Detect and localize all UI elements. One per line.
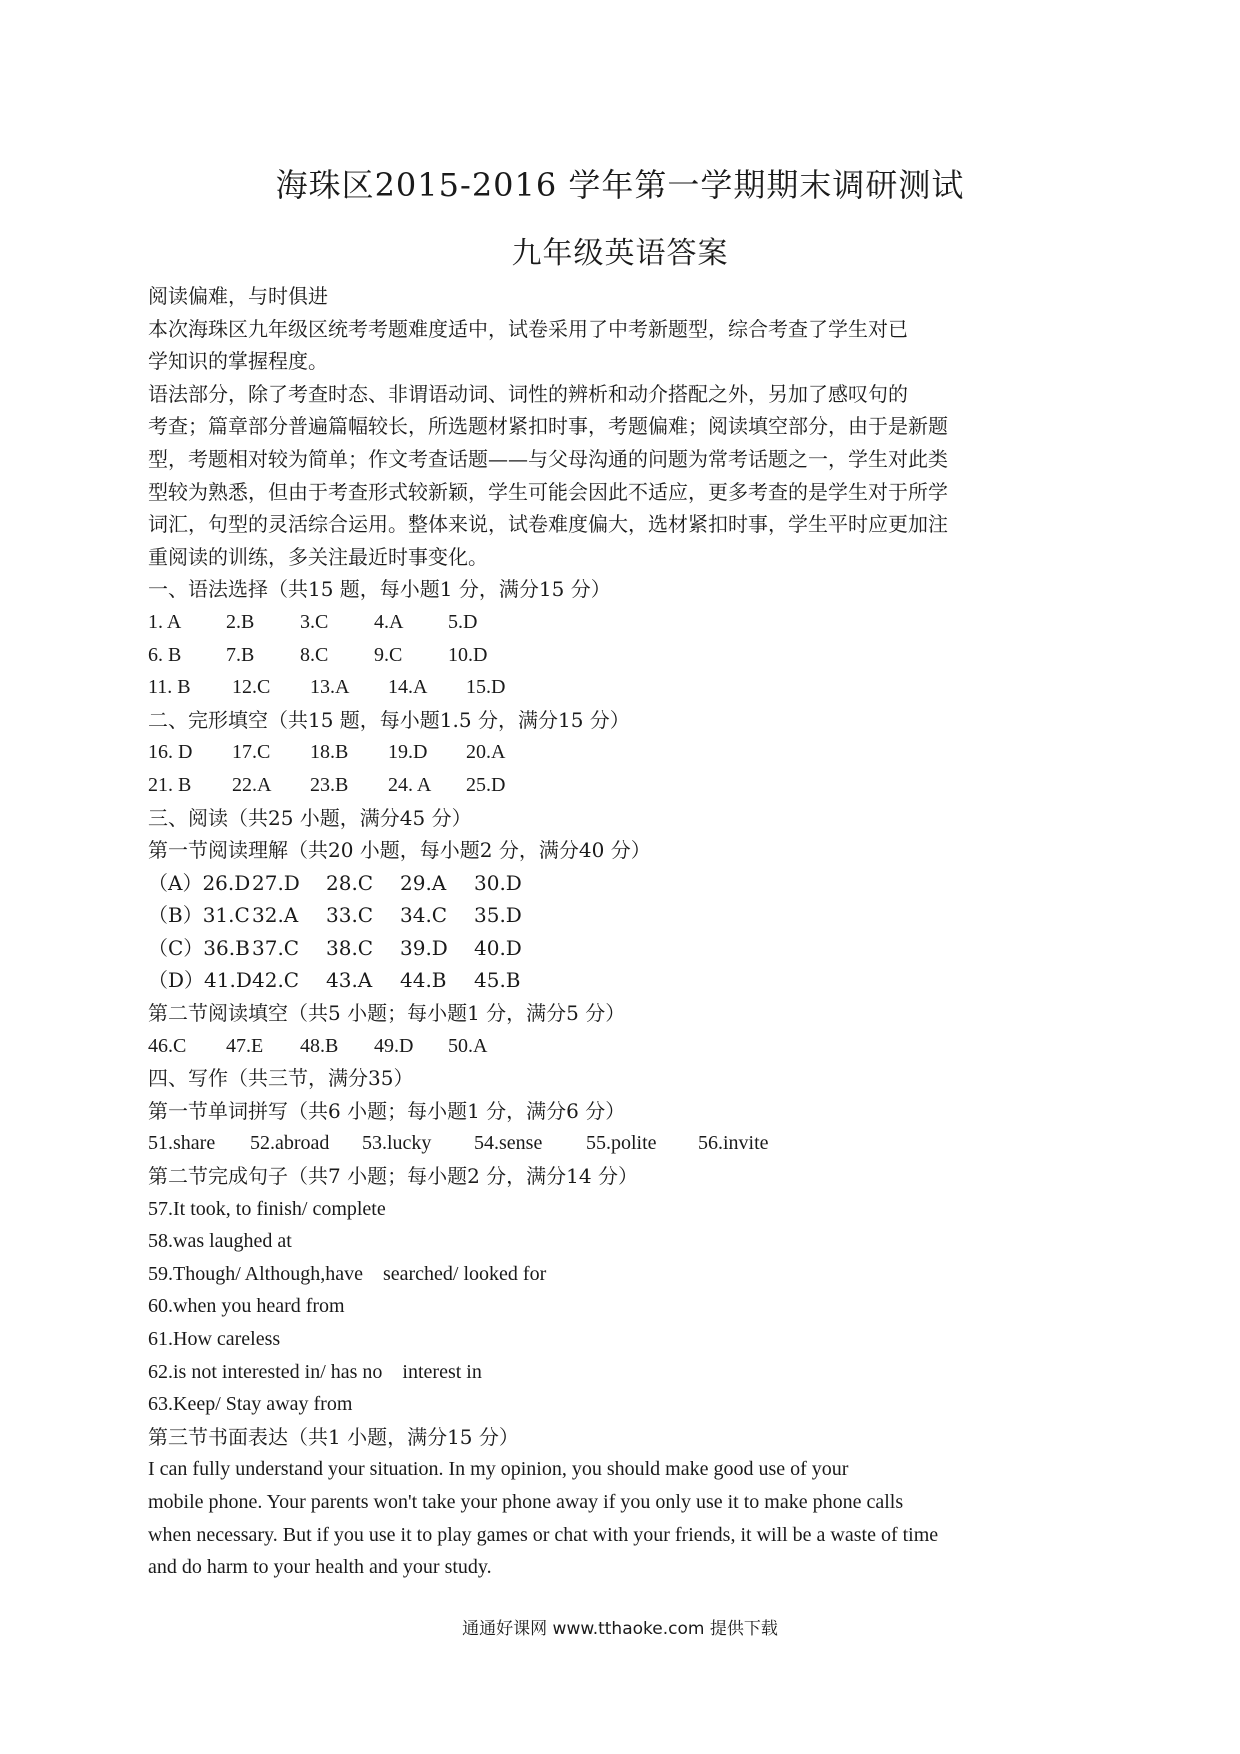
- intro-p1-line: 学知识的掌握程度。: [148, 349, 328, 374]
- sentence-answer: 61.How careless: [148, 1328, 281, 1350]
- answer: 21. B: [148, 773, 192, 796]
- answer: 29.A: [400, 870, 447, 895]
- answer: 52.abroad: [250, 1132, 330, 1155]
- essay-line: mobile phone. Your parents won't take your phone away if you only use it to make phone calls: [148, 1490, 904, 1513]
- answer: 56.invite: [698, 1132, 769, 1155]
- answer: 20.A: [466, 741, 506, 764]
- answer: 22.A: [232, 773, 272, 796]
- intro-heading: 阅读偏难，与时俱进: [148, 284, 328, 308]
- answer-row: [148, 736, 1088, 769]
- answer: 14.A: [388, 676, 428, 699]
- answer-row: [148, 899, 1088, 932]
- answer: 3.C: [300, 610, 329, 633]
- section2-heading: 二、完形填空（共15 题，每小题1.5 分，满分15 分）: [148, 707, 630, 732]
- intro-p1-line: 本次海珠区九年级区统考考题难度适中，试卷采用了中考新题型，综合考查了学生对已: [148, 316, 908, 341]
- answer: 50.A: [448, 1034, 488, 1057]
- answer: 53.lucky: [362, 1132, 432, 1155]
- answer: 44.B: [400, 968, 447, 993]
- answer-row: [148, 1030, 1088, 1063]
- answer: 19.D: [388, 741, 428, 764]
- sentence-answer: 63.Keep/ Stay away from: [148, 1393, 353, 1416]
- answer-row: [148, 964, 1088, 997]
- intro-p2-line: 语法部分，除了考查时态、非谓语动词、词性的辨析和动介搭配之外，另加了感叹句的: [148, 381, 908, 406]
- answer: 42.C: [252, 968, 300, 993]
- answer: 1. A: [148, 610, 182, 633]
- answer: 8.C: [300, 643, 329, 666]
- essay-line: when necessary. But if you use it to play games or chat with your friends, it will be a waste of time: [148, 1523, 939, 1546]
- sentence-answer: 59.Though/ Although,have searched/ looked for: [148, 1262, 547, 1285]
- sentence-answer: 62.is not interested in/ has no interest in: [148, 1360, 482, 1383]
- section3-heading: 三、阅读（共25 小题，满分45 分）: [148, 805, 472, 830]
- answer: 47.E: [226, 1034, 264, 1057]
- section4-heading: 四、写作（共三节，满分35）: [148, 1066, 414, 1091]
- answer-content: [148, 280, 1088, 1584]
- answer: 45.B: [474, 968, 521, 993]
- answer: 17.C: [232, 741, 271, 764]
- answer: 38.C: [326, 935, 374, 960]
- answer: 33.C: [326, 903, 374, 928]
- answer: 6. B: [148, 643, 182, 666]
- answer: 12.C: [232, 676, 271, 699]
- answer: 54.sense: [474, 1132, 543, 1155]
- document-title: 海珠区2015-2016 学年第一学期期末调研测试: [275, 166, 965, 204]
- answer: 51.share: [148, 1132, 216, 1155]
- answer: 46.C: [148, 1034, 187, 1057]
- sentence-answer: 58.was laughed at: [148, 1230, 292, 1253]
- intro-p2-line: 重阅读的训练，多关注最近时事变化。: [148, 544, 488, 569]
- sentence-answer: 60.when you heard from: [148, 1295, 345, 1318]
- answer-row: [148, 932, 1088, 965]
- answer: 16. D: [148, 741, 193, 764]
- answer: 40.D: [474, 935, 522, 960]
- answer: 23.B: [310, 773, 349, 796]
- answer-row: [148, 606, 1088, 639]
- answer: 28.C: [326, 870, 374, 895]
- answer: 2.B: [226, 610, 255, 633]
- answer-row: [148, 1127, 1088, 1160]
- answer: （A）26.D: [148, 870, 251, 895]
- section1-heading: 一、语法选择（共15 题，每小题1 分，满分15 分）: [148, 577, 611, 602]
- answer: （B）31.C: [148, 903, 250, 928]
- sentence-answer: 57.It took, to finish/ complete: [148, 1197, 386, 1220]
- answer: 7.B: [226, 643, 255, 666]
- answer-row: [148, 769, 1088, 802]
- essay-line: and do harm to your health and your study.: [148, 1556, 492, 1579]
- intro-p2-line: 型，考题相对较为简单；作文考查话题——与父母沟通的问题为常考话题之一，学生对此类: [148, 446, 948, 471]
- answer-row: [148, 639, 1088, 672]
- answer: 25.D: [466, 773, 506, 796]
- answer: 27.D: [252, 870, 300, 895]
- answer: 18.B: [310, 741, 349, 764]
- answer: 11. B: [148, 676, 191, 699]
- footer-credit: 通通好课网 www.tthaoke.com 提供下载: [462, 1619, 778, 1639]
- answer: 13.A: [310, 676, 350, 699]
- answer: 48.B: [300, 1034, 339, 1057]
- answer: 15.D: [466, 676, 506, 699]
- answer: 37.C: [252, 935, 300, 960]
- answer: （C）36.B: [148, 935, 250, 960]
- section3-part2-heading: 第二节阅读填空（共5 小题；每小题1 分，满分5 分）: [148, 1001, 626, 1026]
- answer: 49.D: [374, 1034, 414, 1057]
- intro-p2-line: 考查；篇章部分普遍篇幅较长，所选题材紧扣时事，考题偏难；阅读填空部分，由于是新题: [148, 414, 948, 439]
- answer: 55.polite: [586, 1132, 657, 1155]
- answer: 43.A: [326, 968, 373, 993]
- section4-part3-heading: 第三节书面表达（共1 小题，满分15 分）: [148, 1424, 519, 1449]
- answer-row: [148, 671, 1088, 704]
- section4-part1-heading: 第一节单词拼写（共6 小题；每小题1 分，满分6 分）: [148, 1098, 626, 1123]
- answer: 35.D: [474, 903, 522, 928]
- answer: （D）41.D: [148, 968, 252, 993]
- document-subtitle: 九年级英语答案: [511, 236, 729, 271]
- answer: 24. A: [388, 773, 432, 796]
- section4-part2-heading: 第二节完成句子（共7 小题；每小题2 分，满分14 分）: [148, 1164, 638, 1189]
- answer: 32.A: [252, 903, 299, 928]
- intro-p2-line: 型较为熟悉，但由于考查形式较新颖，学生可能会因此不适应，更多考查的是学生对于所学: [148, 479, 948, 504]
- answer: 34.C: [400, 903, 448, 928]
- essay-line: I can fully understand your situation. In my opinion, you should make good use of your: [148, 1458, 849, 1481]
- answer: 39.D: [400, 935, 448, 960]
- answer: 5.D: [448, 610, 478, 633]
- answer: 30.D: [474, 870, 522, 895]
- answer: 10.D: [448, 643, 488, 666]
- answer: 4.A: [374, 610, 404, 633]
- answer: 9.C: [374, 643, 403, 666]
- section3-part1-heading: 第一节阅读理解（共20 小题，每小题2 分，满分40 分）: [148, 838, 651, 863]
- answer-row: [148, 867, 1088, 900]
- intro-p2-line: 词汇，句型的灵活综合运用。整体来说，试卷难度偏大，选材紧扣时事，学生平时应更加注: [148, 512, 948, 537]
